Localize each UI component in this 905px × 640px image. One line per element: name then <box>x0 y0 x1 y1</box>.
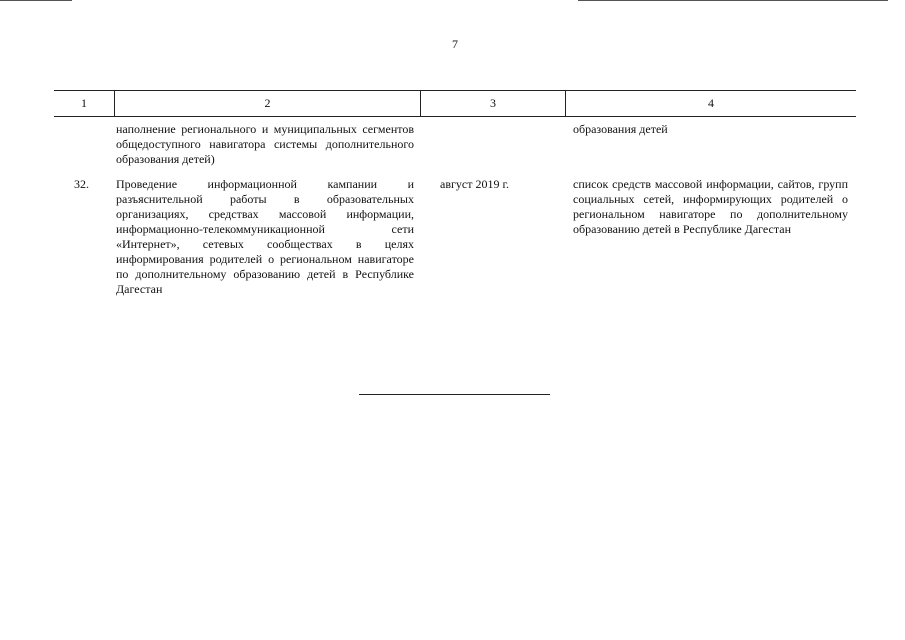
header-col-4: 4 <box>708 96 714 110</box>
header-col-3: 3 <box>490 96 496 110</box>
row-number: 32. <box>74 177 89 191</box>
header-col-1: 1 <box>81 96 87 110</box>
continuation-result: образования детей <box>573 122 668 136</box>
page-number: 7 <box>452 37 458 51</box>
table-header-row <box>54 90 856 117</box>
closing-rule <box>359 394 550 395</box>
row-deadline: август 2019 г. <box>440 177 510 191</box>
continuation-description: наполнение регионального и муниципальных сегментов общедоступного навигатора системы дополнительного образования детей) <box>116 122 414 166</box>
row-result: список средств массовой информации, сайтов, групп социальных сетей, информирующих родителей о региональном навигаторе по дополнительному образованию детей в Республике Дагестан <box>573 177 848 236</box>
top-edge-rule-left <box>0 0 72 1</box>
top-edge-rule-right <box>578 0 888 1</box>
row-description: Проведение информационной кампании и разъяснительной работы в образовательных организациях, средствах массовой информации, информационно-телекоммуникационной сети «Интернет», сетевых сообществах в целях информирования родителей о региональном навигаторе по дополнительному образованию детей в Республике Дагестан <box>116 177 414 296</box>
header-col-2: 2 <box>264 96 271 110</box>
